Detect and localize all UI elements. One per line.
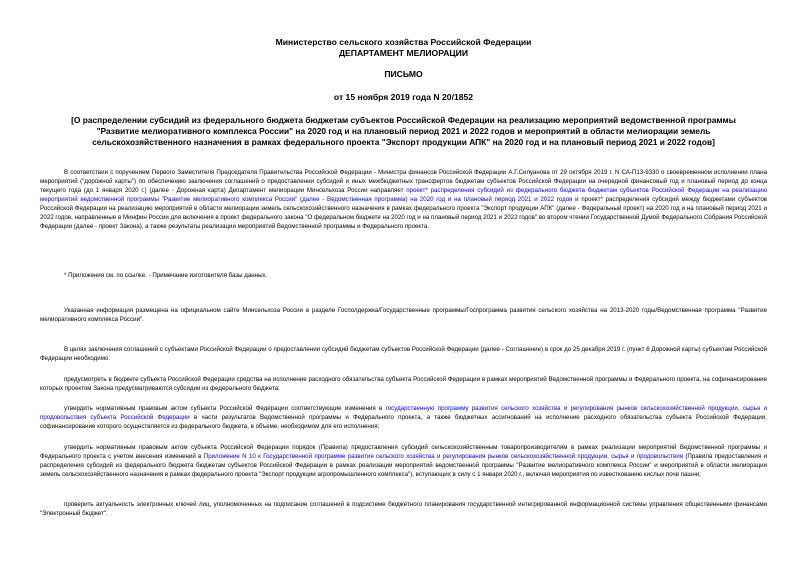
paragraph-5 — [40, 404, 767, 431]
ministry-name: Министерство сельского хозяйства Российской Федерации — [275, 37, 532, 47]
link-state-program-subject[interactable]: государственную программу развития сельского хозяйства и регулирования рынков сельскохозяйственной продукции, сырья и продовольствия субъекта Российской Федерации — [40, 405, 767, 421]
paragraph-3-text: В целях заключения соглашений с субъектами Российской Федерации о предоставлении субсидий бюджетам субъектов Российской Федерации (далее - Соглашение) в срок до 25 декабря 2019 г. (пункт 6 Дорожной карты) субъектам Российской Федерации необходимо: — [40, 346, 767, 362]
document-type: ПИСЬМО — [384, 69, 423, 79]
paragraph-5-text-a: утвердить нормативным правовым актом субъекта Российской Федерации соответствующие изменения в — [64, 405, 383, 412]
paragraph-5-text-b: в части результатов Ведомственной программы и Федерального проекта, а также бюджетных ассигнований на исполнение расходного обязательства субъекта Российской Федерации, софинансирование которого осуществляется из федерального бюджета, в объеме, необходимом для его исполнения; — [40, 414, 767, 430]
document-title: [О распределении субсидий из федерального бюджета бюджетам субъектов Российской Федерации на реализацию мероприятий ведомственной программы "Развитие мелиоративного комплекса России" на 2020 год и на плановый период 2021 и 2022 годов и мероприятий в области мелиорации земель сельскохозяйственного назначения в рамках федерального проекта "Экспорт продукции АПК" на 2020 год и на плановый период 2021 и 2022 годов] — [71, 115, 736, 147]
paragraph-4 — [40, 375, 767, 393]
paragraph-1-text-b: и проект* распределения субсидий между бюджетами субъектов Российской Федерации на реализацию мероприятий в области мелиорации земель сельскохозяйственного назначения в рамках федерального проекта "Экспорт продукции АПК" (далее - Федеральный проект) на 2020 год и на плановый период 2021 и 2022 годов — [40, 196, 768, 221]
footnote-text: * Приложения см. по ссылке. - Примечание изготовителя базы данных. — [64, 272, 268, 279]
paragraph-6 — [40, 443, 767, 479]
paragraph-6-text-a: утвердить нормативным правовым актом субъекта Российской Федерации порядок (Правила) предоставления субсидий сельскохозяйственным товаропроизводителям в рамках реализации мероприятий Ведомственной программы и Федерального проекта с учетом внесения изменений в — [40, 444, 767, 460]
link-appendix-10[interactable]: Приложение N 10 к Государственной программе развития сельского хозяйства и регулирования рынков сельскохозяйственной продукции, сырья и продовольствия — [203, 453, 683, 460]
paragraph-1-text-a: В соответствии с поручением Первого Заместителя Председателя Правительства Российской Федерации - Министра финансов Российской Федерации А.Г.Силуанова от 29 октября 2019 г. N СА-П13-9330 о своевременном исполнении плана мероприятий ("дорожной карты") по обеспечению заключения соглашений о предоставлении субсидий и иных межбюджетных трансфертов бюджетам субъектов Российской Федерации на очередной финансовый год и плановый период до конца текущего года (до 1 января 2020 г.) (далее - Дорожная карта) Департамент мелиорации Минсельхоза России направляет — [40, 169, 767, 194]
department-name: ДЕПАРТАМЕНТ МЕЛИОРАЦИИ — [338, 48, 469, 58]
paragraph-6-text-b: (Правила предоставления и распределения субсидий из федерального бюджета бюджетам субъектов Российской Федерации в рамках реализации мероприятий ведомственной программы "Развитие мелиоративного комплекса России" и мероприятий в области мелиорации земель сельскохозяйственного назначения в рамках федерального проекта "Экспорт продукции агропромышленного комплекса"), вступающих в силу с 1 января 2020 г., включая мероприятия по известкованию кислых почв пашни; — [40, 453, 767, 478]
paragraph-2 — [40, 306, 767, 324]
paragraph-1 — [40, 168, 767, 231]
footnote — [40, 271, 767, 280]
paragraph-7 — [40, 500, 767, 518]
paragraph-4-text: предусмотреть в бюджете субъекта Российской Федерации средства на исполнение расходного обязательства субъекта Российской Федерации в рамках мероприятий Ведомственной программы и Федерального проекта, на софинансирование которых проектом Закона предусматриваются субсидии из федерального бюджета; — [40, 376, 767, 392]
paragraph-3 — [40, 345, 767, 363]
paragraph-7-text: проверить актуальность электронных ключей лиц, уполномоченных на подписание соглашений в подсистеме бюджетного планирования государственной интегрированной информационной системы управления общественными финансами "Электронный бюджет". — [40, 501, 767, 517]
link-distribution-project-vp[interactable]: проект* распределения субсидий из федерального бюджета бюджетам субъектов Российской Федерации на реализацию мероприятий ведомственной программы "Развитие мелиоративного комплекса России" (далее - Ведомственная программа) на 2020 год и на плановый период 2021 и 2022 годов — [40, 187, 767, 203]
paragraph-1-text-c: , направленные в Минфин России для включения в проект федерального закона "О федеральном бюджете на 2020 год и на плановый период 2021 и 2022 годов" во втором чтении Государственной Думой Федерального Собрания Российской Федерации (далее - проект Закона), а также результаты реализации мероприятий Ведомственной программы и Федерального проекта. — [40, 214, 767, 230]
document-date-number: от 15 ноября 2019 года N 20/1852 — [333, 92, 474, 102]
paragraph-2-text: Указанная информация размещена на официальном сайте Минсельхоза России в разделе Госполдержка/Государственные программы/Госпрограмма развития сельского хозяйства на 2013-2020 годы/Ведомственная программа "Развитие мелиоративного комплекса России". — [40, 307, 767, 323]
